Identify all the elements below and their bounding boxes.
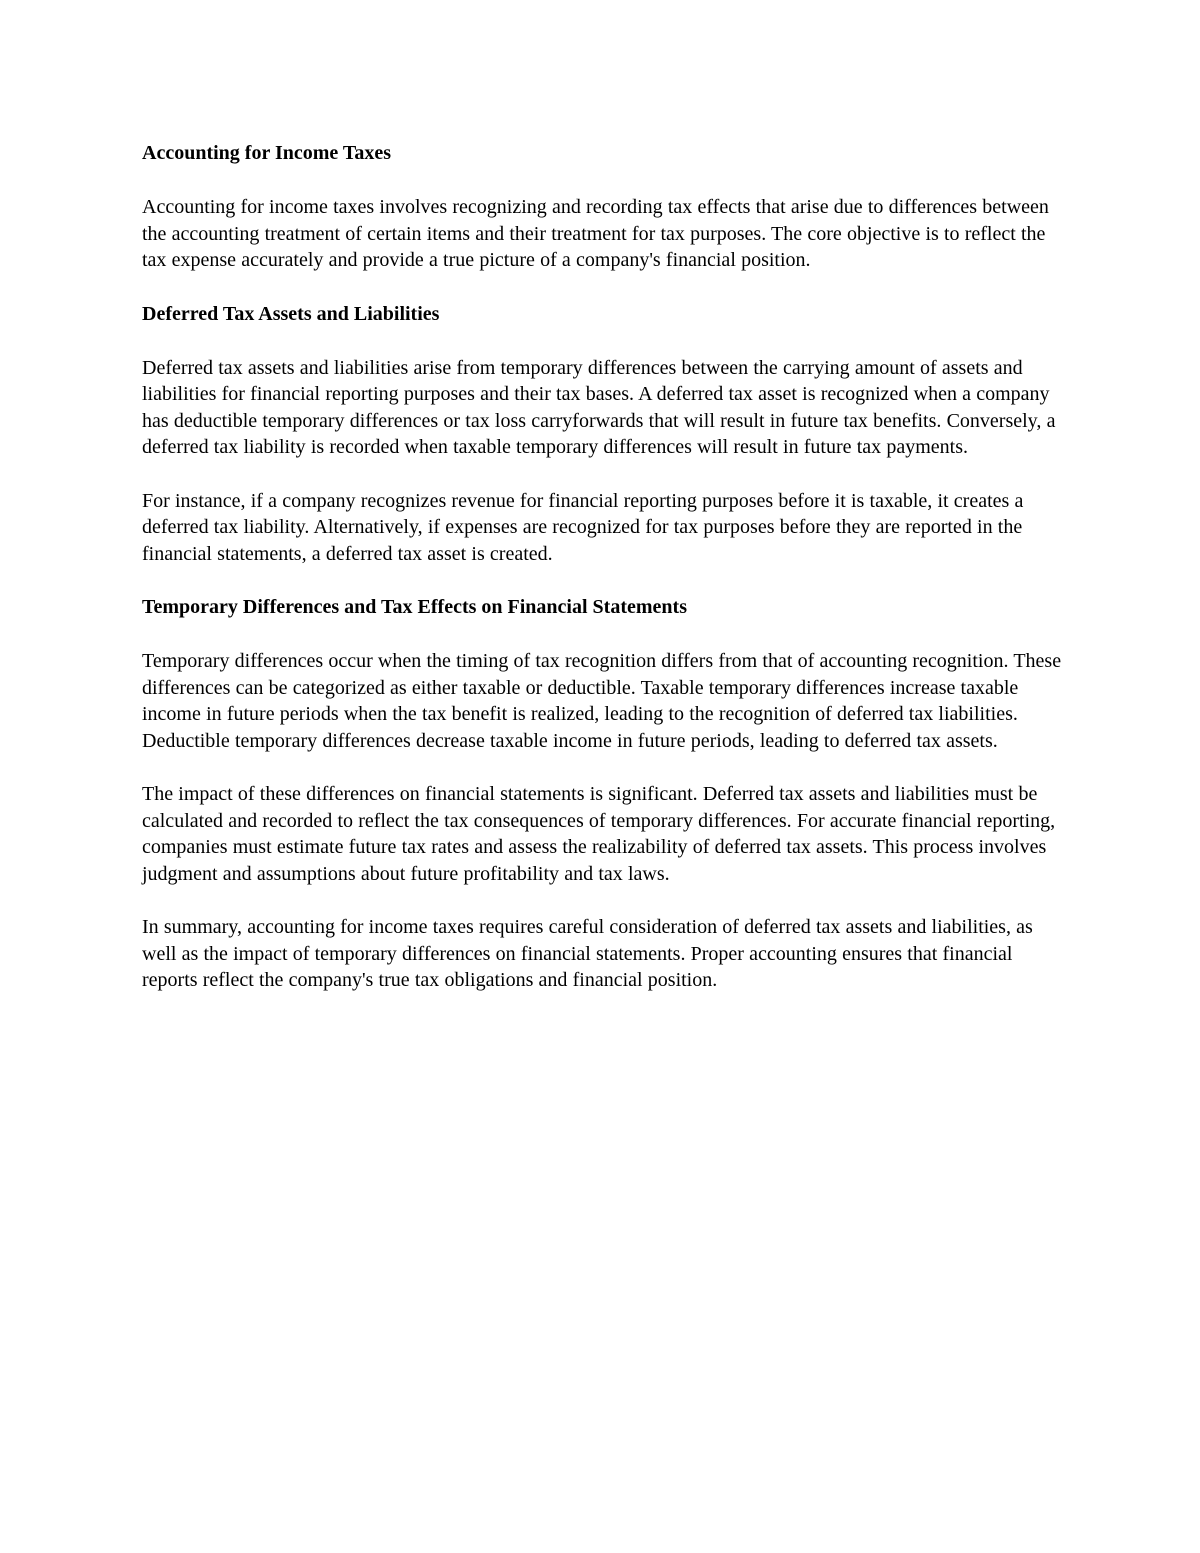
section-heading-temporary-differences: Temporary Differences and Tax Effects on Financial Statements <box>142 596 687 618</box>
paragraph-deferred-example: For instance, if a company recognizes revenue for financial reporting purposes before it is taxable, it creates a deferred tax liability. Alternatively, if expenses are recognized for tax purposes before they are reported in the financial statements, a deferred tax asset is created. <box>142 489 1024 565</box>
section-heading-deferred-tax: Deferred Tax Assets and Liabilities <box>142 302 440 325</box>
paragraph-summary: In summary, accounting for income taxes requires careful consideration of deferred tax assets and liabilities, as well as the impact of temporary differences on financial statements. Proper accounting ensures that financial reports reflect the company's true tax obligations and financial position. <box>142 916 1033 991</box>
section-heading-income-taxes: Accounting for Income Taxes <box>142 142 392 164</box>
paragraph-impact: The impact of these differences on financial statements is significant. Deferred tax assets and liabilities must be calculated and recorded to reflect the tax consequences of temporary differences. For accurate financial reporting, companies must estimate future tax rates and assess the realizability of deferred tax assets. This process involves judgment and assumptions about future profitability and tax laws. <box>142 783 1056 885</box>
paragraph-intro: Accounting for income taxes involves recognizing and recording tax effects that arise due to differences between the accounting treatment of certain items and their treatment for tax purposes. The core objective is to reflect the tax expense accurately and provide a true picture of a company's financial position. <box>142 196 1049 271</box>
document-body <box>142 140 1067 1021</box>
paragraph-deferred-definition: Deferred tax assets and liabilities arise from temporary differences between the carrying amount of assets and liabilities for financial reporting purposes and their tax bases. A deferred tax asset is recognized when a company has deductible temporary differences or tax loss carryforwards that will result in future tax benefits. Conversely, a deferred tax liability is recorded when taxable temporary differences will result in future tax payments. <box>142 356 1056 458</box>
paragraph-temporary-definition: Temporary differences occur when the timing of tax recognition differs from that of accounting recognition. These differences can be categorized as either taxable or deductible. Taxable temporary differences increase taxable income in future periods when the tax benefit is realized, leading to the recognition of deferred tax liabilities. Deductible temporary differences decrease taxable income in future periods, leading to deferred tax assets. <box>142 650 1062 752</box>
